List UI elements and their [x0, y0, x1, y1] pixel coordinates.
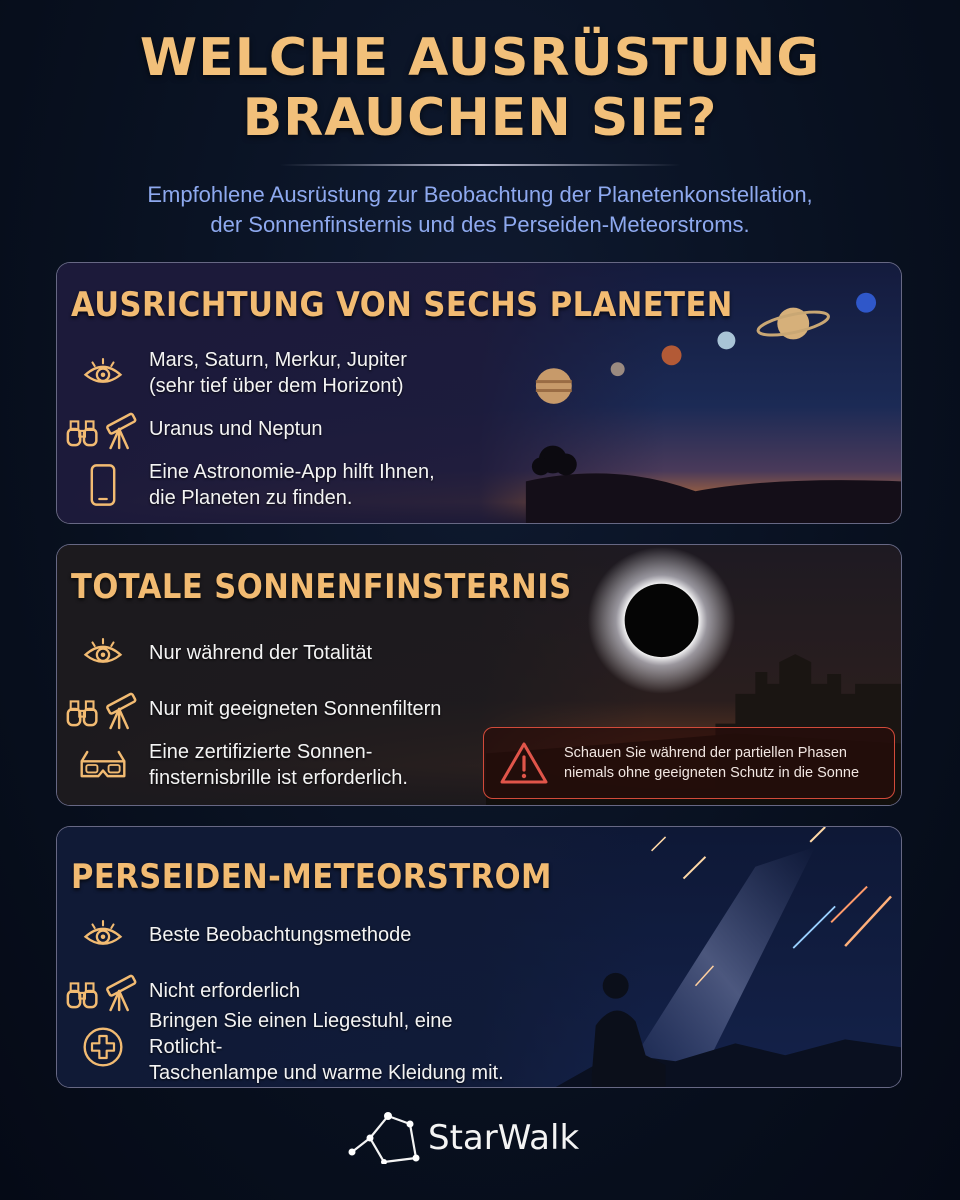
eclipse-card — [56, 544, 902, 806]
page-subtitle-line1: Empfohlene Ausrüstung zur Beobachtung der Planetenkonstellation, — [147, 182, 813, 207]
page-subtitle — [60, 180, 900, 240]
planets-row-app-text — [149, 459, 435, 511]
page-title — [0, 28, 960, 148]
page-title-line2: BRAUCHEN SIE? — [242, 88, 718, 148]
eclipse-warning-box — [483, 727, 895, 799]
eye-icon — [57, 357, 149, 389]
eclipse-card-title: TOTALE SONNENFINSTERNIS — [71, 567, 572, 607]
starwalk-logo — [346, 1108, 616, 1168]
page-title-line1: WELCHE AUSRÜSTUNG — [139, 28, 821, 88]
eclipse-row-naked-eye-text: Nur während der Totalität — [149, 642, 373, 664]
meteors-row-extras-line2: Taschenlampe und warme Kleidung mit. — [149, 1062, 504, 1084]
smartphone-icon — [57, 462, 149, 508]
meteors-card-title: PERSEIDEN-METEORSTROM — [71, 857, 552, 897]
eclipse-row-glasses-line2: finsternisbrille ist erforderlich. — [149, 767, 408, 789]
planets-row-optics — [57, 409, 527, 449]
planets-row-app-line1: Eine Astronomie-App hilft Ihnen, — [149, 461, 435, 483]
eclipse-row-optics-text: Nur mit geeigneten Sonnenfiltern — [149, 698, 442, 720]
title-divider — [280, 164, 680, 166]
planets-card-title: AUSRICHTUNG VON SECHS PLANETEN — [71, 285, 733, 325]
binoculars-telescope-icon — [57, 970, 149, 1012]
meteors-card — [56, 826, 902, 1088]
planets-row-naked-eye-line2: (sehr tief über dem Horizont) — [149, 375, 404, 397]
meteors-row-naked-eye-text: Beste Beobachtungsmethode — [149, 924, 412, 946]
binoculars-telescope-icon — [57, 688, 149, 730]
planets-row-app — [57, 457, 527, 513]
eye-icon — [57, 637, 149, 669]
eclipse-warning-line2: niemals ohne geeigneten Schutz in die Sonne — [564, 765, 860, 781]
eclipse-row-glasses-line1: Eine zertifizierte Sonnen- — [149, 741, 373, 763]
planets-row-naked-eye-line1: Mars, Saturn, Merkur, Jupiter — [149, 349, 407, 371]
binoculars-telescope-icon — [57, 408, 149, 450]
planets-row-optics-text: Uranus und Neptun — [149, 418, 323, 440]
eclipse-warning-line1: Schauen Sie während der partiellen Phasen — [564, 745, 847, 761]
meteors-row-optics — [57, 971, 527, 1011]
plus-circle-icon — [57, 1025, 149, 1069]
meteors-row-extras — [57, 1010, 527, 1084]
meteors-row-extras-text — [149, 1008, 527, 1086]
eclipse-row-optics — [57, 689, 527, 729]
page-subtitle-line2: der Sonnenfinsternis und des Perseiden-Meteorstroms. — [210, 212, 750, 237]
eclipse-row-glasses-text — [149, 739, 408, 791]
meteors-row-extras-line1: Bringen Sie einen Liegestuhl, eine Rotlicht- — [149, 1010, 453, 1058]
constellation-logo-icon — [346, 1108, 420, 1169]
planets-row-naked-eye — [57, 345, 527, 401]
warning-icon — [484, 741, 564, 785]
planets-row-app-line2: die Planeten zu finden. — [149, 487, 353, 509]
planets-row-naked-eye-text — [149, 347, 407, 399]
eclipse-row-naked-eye — [57, 633, 527, 673]
eclipse-row-glasses — [57, 737, 527, 793]
eclipse-warning-text — [564, 743, 859, 783]
planets-card — [56, 262, 902, 524]
eclipse-glasses-icon — [57, 748, 149, 782]
brand-name: StarWalk — [428, 1118, 580, 1158]
eye-icon — [57, 919, 149, 951]
meteors-row-naked-eye — [57, 915, 527, 955]
meteors-row-optics-text: Nicht erforderlich — [149, 980, 301, 1002]
